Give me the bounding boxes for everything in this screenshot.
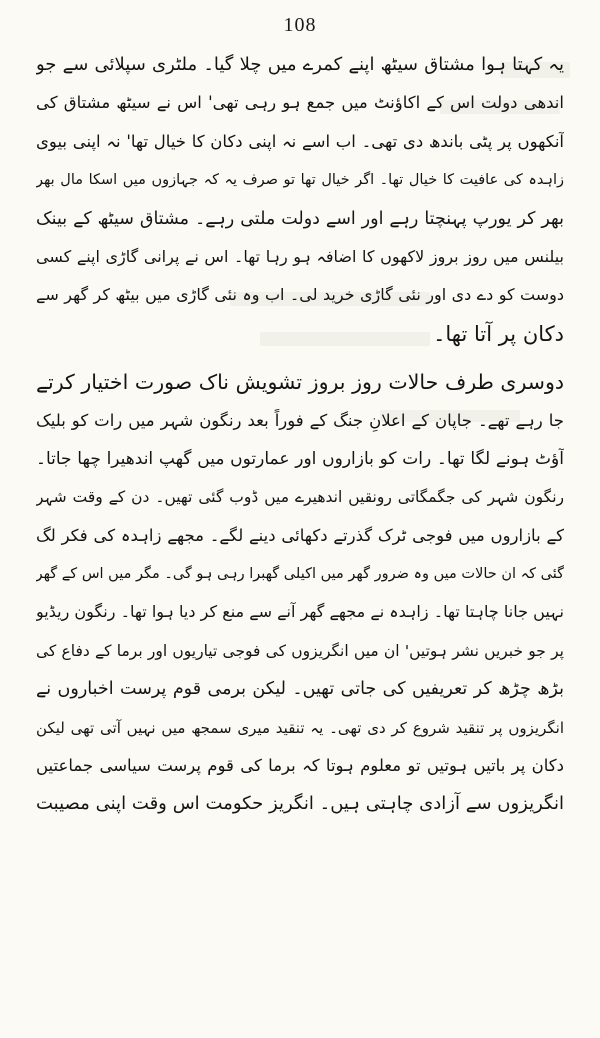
text-line: آؤٹ ہونے لگا تھا۔ رات کو بازاروں اور عمارتوں میں گھپ اندھیرا چھا جاتا۔	[36, 448, 564, 469]
text-line: نہیں جانا چاہتا تھا۔ زاہدہ نے مجھے گھر آنے سے منع کر دیا ہوا تھا۔ رنگون ریڈیو	[36, 602, 564, 622]
text-line: زاہدہ کی عافیت کا خیال تھا۔ اگر خیال تھا تو صرف یہ کہ جہازوں میں اسکا مال بھر	[36, 172, 564, 189]
body-text	[36, 46, 564, 824]
text-line: انگریزوں سے آزادی چاہتی ہیں۔ انگریز حکومت اس وقت اپنی مصیبت	[36, 793, 564, 815]
text-line: دوست کو دے دی اور نئی گاڑی خرید لی۔ اب وہ نئی گاڑی میں بیٹھ کر گھر سے	[36, 285, 564, 305]
text-line: جا رہے تھے۔ جاپان کے اعلانِ جنگ کے فوراً بعد رنگون شہر میں رات کو بلیک	[36, 410, 564, 430]
text-line: اندھی دولت اس کے اکاؤنٹ میں جمع ہو رہی تھی' اس نے سیٹھ مشتاق کی	[36, 93, 564, 113]
text-line: رنگون شہر کی جگمگاتی رونقیں اندھیرے میں ڈوب گئی تھیں۔ دن کے وقت شہر	[36, 488, 564, 507]
text-line: آنکھوں پر پٹی باندھ دی تھی۔ اب اسے نہ اپنی دکان کا خیال تھا' نہ اپنی بیوی	[36, 131, 564, 151]
text-line: دکان پر آتا تھا۔	[433, 321, 564, 346]
text-line: انگریزوں پر تنقید شروع کر دی تھی۔ یہ تنقید میری سمجھ میں نہیں آتی تھی لیکن	[36, 718, 564, 737]
text-line: یہ کہتا ہوا مشتاق سیٹھ اپنے کمرے میں چلا گیا۔ ملٹری سپلائی سے جو	[36, 54, 564, 75]
text-line: پر جو خبریں نشر ہوتیں' ان میں انگریزوں کی فوجی تیاریوں اور برما کے دفاع کی	[36, 641, 564, 660]
text-line: کے بازاروں میں فوجی ٹرک گذرتے دکھائی دینے لگے۔ مجھے زاہدہ کی فکر لگ	[36, 525, 564, 545]
text-line: بھر کر یورپ پہنچتا رہے اور اسے دولت ملتی رہے۔ مشتاق سیٹھ کے بینک	[36, 208, 564, 229]
page-number: 108	[283, 14, 317, 36]
text-line: گئی کہ ان حالات میں وہ ضرور گھر میں اکیلی گھبرا رہی ہو گی۔ مگر میں اس کے گھر	[36, 566, 564, 583]
text-line: بیلنس میں روز بروز لاکھوں کا اضافہ ہو رہا تھا۔ اس نے پرانی گاڑی اپنے کسی	[36, 246, 564, 266]
text-line: بڑھ چڑھ کر تعریفیں کی جاتی تھیں۔ لیکن برمی قوم پرست اخباروں نے	[36, 679, 564, 700]
text-line: دوسری طرف حالات روز بروز تشویش ناک صورت اختیار کرتے	[36, 370, 564, 395]
text-line: دکان پر باتیں ہوتیں تو معلوم ہوتا کہ برما کی قوم پرست سیاسی جماعتیں	[36, 756, 564, 776]
